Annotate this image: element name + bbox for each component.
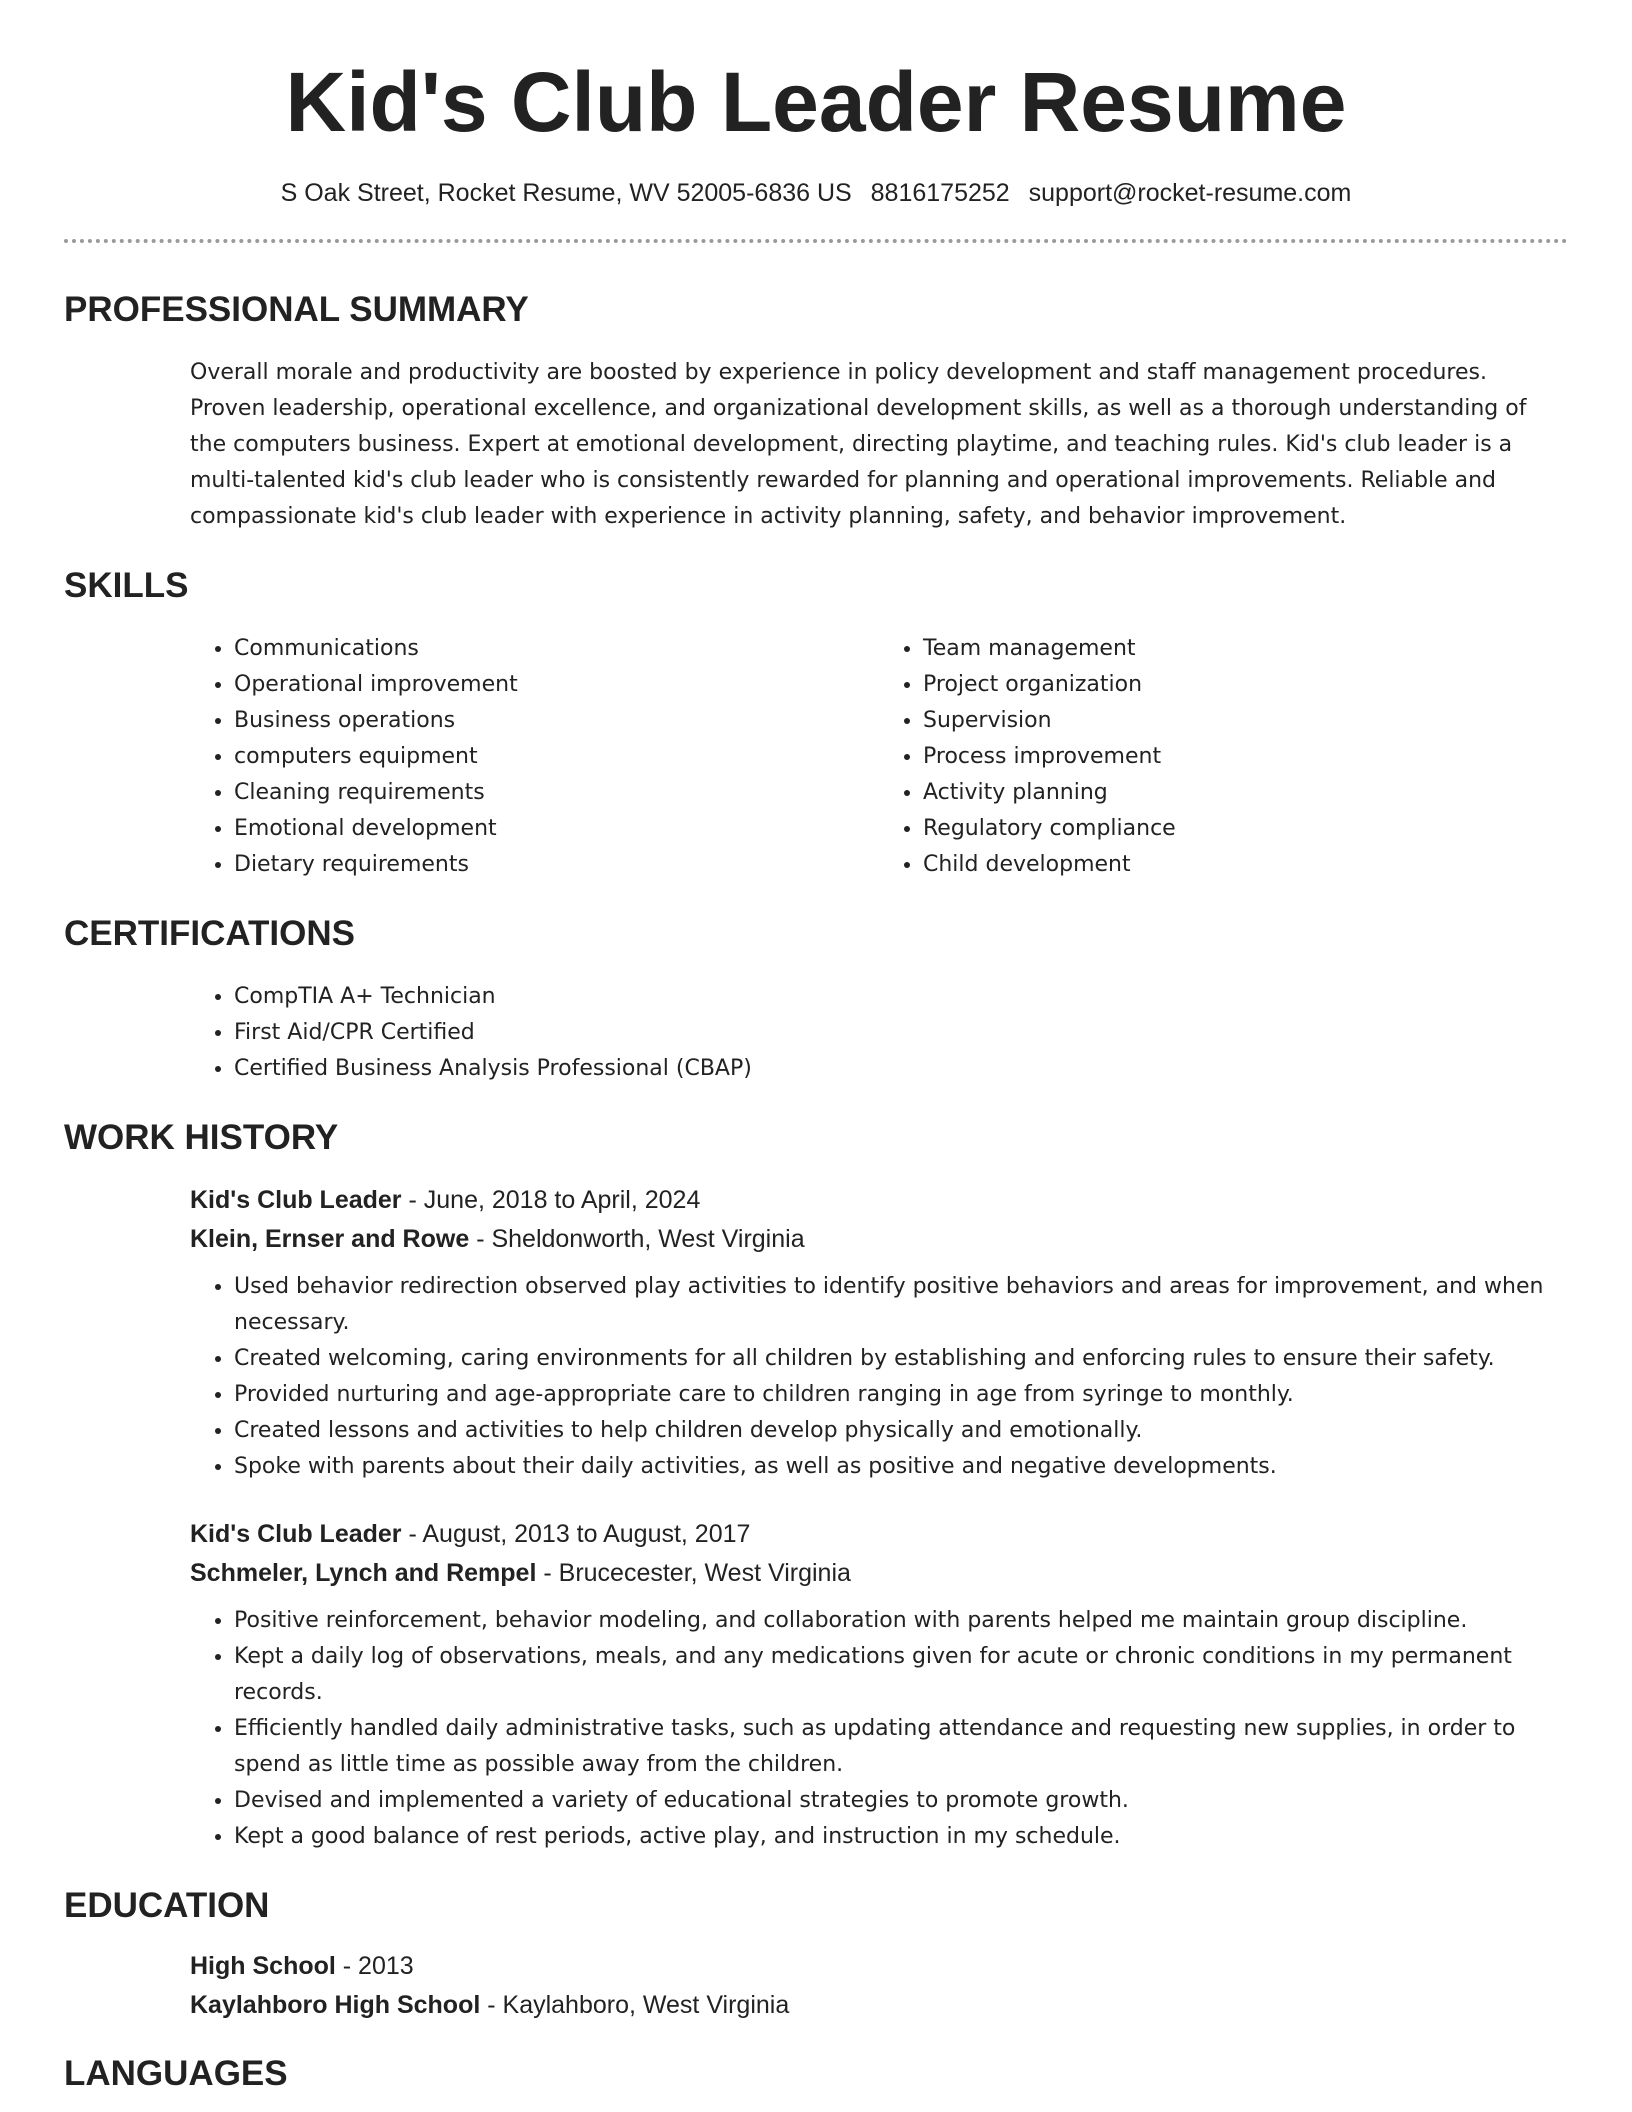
skills-grid xyxy=(190,631,1568,883)
job-bullet: • Created welcoming, caring environments for all children by establishing and enforcing rules to ensure their safety. xyxy=(234,1341,1568,1377)
skill-item: • Emotional development xyxy=(234,811,879,847)
job-bullet-list xyxy=(190,1269,1568,1485)
job-bullet-list xyxy=(190,1603,1568,1855)
skill-item: • Communications xyxy=(234,631,879,667)
job-title-line xyxy=(190,1515,1568,1554)
job-dates: - August, 2013 to August, 2017 xyxy=(401,1520,751,1548)
education-year: - 2013 xyxy=(335,1952,414,1980)
page-title: Kid's Club Leader Resume xyxy=(285,55,1347,149)
header-divider xyxy=(64,239,1568,243)
job-bullet: • Efficiently handled daily administrative tasks, such as updating attendance and requesting new supplies, in order to spend as little time as possible away from the children. xyxy=(234,1711,1568,1783)
skill-item: • Child development xyxy=(923,847,1568,883)
section-title-summary: PROFESSIONAL SUMMARY xyxy=(64,290,529,329)
summary-text: Overall morale and productivity are boosted by experience in policy development and staff management procedures. Proven leadership, operational excellence, and organizational development skills, as well as a thorough understanding of the computers business. Expert at emotional development, directing playtime, and teaching rules. Kid's club leader is a multi-talented kid's club leader who is consistently rewarded for planning and operational improvements. Reliable and compassionate kid's club leader with experience in activity planning, safety, and behavior improvement. xyxy=(190,360,1527,529)
skill-item: • Dietary requirements xyxy=(234,847,879,883)
summary-section xyxy=(64,287,1568,535)
job-bullet: • Kept a good balance of rest periods, active play, and instruction in my schedule. xyxy=(234,1819,1568,1855)
job-role: Kid's Club Leader xyxy=(190,1520,402,1548)
job-entry xyxy=(190,1515,1568,1855)
section-title-languages: LANGUAGES xyxy=(64,2054,288,2093)
job-bullet: • Provided nurturing and age-appropriate care to children ranging in age from syringe to monthly. xyxy=(234,1377,1568,1413)
skill-item: • computers equipment xyxy=(234,739,879,775)
education-school: Kaylahboro High School xyxy=(190,1991,481,2019)
skill-item: • Operational improvement xyxy=(234,667,879,703)
education-body xyxy=(190,1947,1568,2025)
job-company: Schmeler, Lynch and Rempel xyxy=(190,1559,537,1587)
education-section xyxy=(64,1883,1568,2025)
skills-list-left xyxy=(190,631,879,883)
section-title-skills: SKILLS xyxy=(64,566,189,605)
certification-item: • First Aid/CPR Certified xyxy=(234,1015,1568,1051)
job-bullet: • Created lessons and activities to help children develop physically and emotionally. xyxy=(234,1413,1568,1449)
job-dates: - June, 2018 to April, 2024 xyxy=(401,1186,701,1214)
certifications-section xyxy=(64,911,1568,1087)
skill-item: • Business operations xyxy=(234,703,879,739)
job-location: - Brucecester, West Virginia xyxy=(536,1559,851,1587)
contact-line xyxy=(0,176,1632,210)
skill-item: • Cleaning requirements xyxy=(234,775,879,811)
job-company-line xyxy=(190,1220,1568,1259)
skill-item: • Team management xyxy=(923,631,1568,667)
job-bullet: • Devised and implemented a variety of educational strategies to promote growth. xyxy=(234,1783,1568,1819)
education-location: - Kaylahboro, West Virginia xyxy=(480,1991,790,2019)
section-title-certifications: CERTIFICATIONS xyxy=(64,914,356,953)
work-history-section xyxy=(64,1115,1568,1855)
section-title-education: EDUCATION xyxy=(64,1886,270,1925)
skill-item: • Project organization xyxy=(923,667,1568,703)
certifications-body xyxy=(190,979,1568,1087)
summary-body xyxy=(190,355,1568,535)
languages-section xyxy=(64,2051,1568,2097)
skill-item: • Activity planning xyxy=(923,775,1568,811)
job-entry xyxy=(190,1181,1568,1485)
skills-list-right xyxy=(879,631,1568,883)
job-company-line xyxy=(190,1554,1568,1593)
resume-header xyxy=(0,0,1632,210)
job-bullet: • Used behavior redirection observed play activities to identify positive behaviors and areas for improvement, and when necessary. xyxy=(234,1269,1568,1341)
job-bullet: • Kept a daily log of observations, meals, and any medications given for acute or chronic conditions in my permanent records. xyxy=(234,1639,1568,1711)
section-title-work-history: WORK HISTORY xyxy=(64,1118,339,1157)
certifications-list xyxy=(190,979,1568,1087)
job-company: Klein, Ernser and Rowe xyxy=(190,1225,470,1253)
skill-item: • Process improvement xyxy=(923,739,1568,775)
skill-item: • Regulatory compliance xyxy=(923,811,1568,847)
education-school-line xyxy=(190,1986,1568,2025)
email-text: support@rocket-resume.com xyxy=(1028,179,1352,207)
address-text: S Oak Street, Rocket Resume, WV 52005-6836 US xyxy=(280,179,852,207)
job-location: - Sheldonworth, West Virginia xyxy=(469,1225,805,1253)
phone-text: 8816175252 xyxy=(870,179,1010,207)
education-degree: High School xyxy=(190,1952,336,1980)
certification-item: • CompTIA A+ Technician xyxy=(234,979,1568,1015)
job-role: Kid's Club Leader xyxy=(190,1186,402,1214)
skill-item: • Supervision xyxy=(923,703,1568,739)
job-bullet: • Positive reinforcement, behavior modeling, and collaboration with parents helped me maintain group discipline. xyxy=(234,1603,1568,1639)
education-degree-line xyxy=(190,1947,1568,1986)
job-bullet: • Spoke with parents about their daily activities, as well as positive and negative developments. xyxy=(234,1449,1568,1485)
job-title-line xyxy=(190,1181,1568,1220)
certification-item: • Certified Business Analysis Professional (CBAP) xyxy=(234,1051,1568,1087)
skills-section xyxy=(64,563,1568,883)
